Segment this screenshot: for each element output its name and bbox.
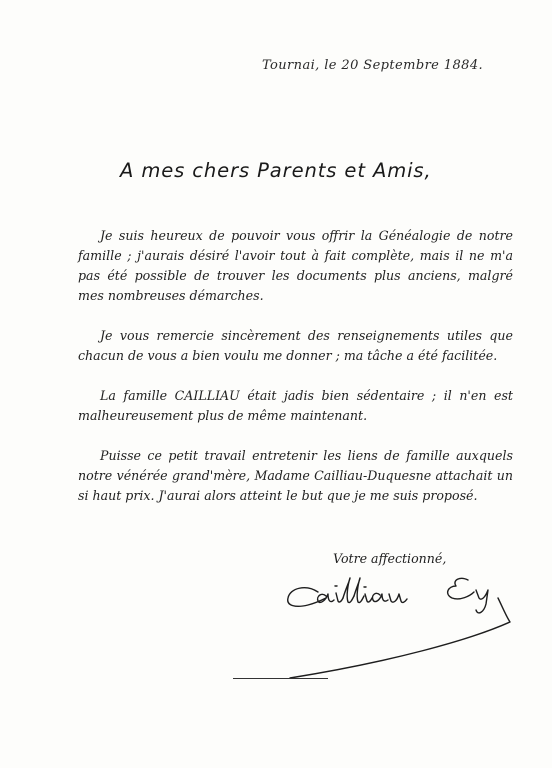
closing-line: Votre affectionné, — [333, 551, 447, 566]
letter-body — [78, 226, 513, 506]
date-line: Tournai, le 20 Septembre 1884. — [262, 58, 484, 73]
divider-rule — [233, 678, 328, 679]
handwritten-signature — [280, 570, 542, 680]
paragraph-family: La famille CAILLIAU était jadis bien sédentaire ; il n'en est malheureusement plus de même maintenant. — [78, 388, 513, 423]
paragraph-thanks: Je vous remercie sincèrement des renseignements utiles que chacun de vous a bien voulu me donner ; ma tâche a été facilitée. — [78, 328, 513, 363]
salutation: A mes chers Parents et Amis, — [120, 159, 432, 182]
paragraph-wish: Puisse ce petit travail entretenir les liens de famille auxquels notre vénérée grand'mère, Madame Cailliau-Duquesne attachait un si haut prix. J'aurai alors atteint le but que je me suis proposé. — [78, 448, 513, 503]
paragraph-intro: Je suis heureux de pouvoir vous offrir la Généalogie de notre famille ; j'aurais désiré l'avoir tout à fait complète, mais il ne m'a pas été possible de trouver les documents plus anciens, malgré mes nombreuses démarches. — [78, 228, 513, 303]
